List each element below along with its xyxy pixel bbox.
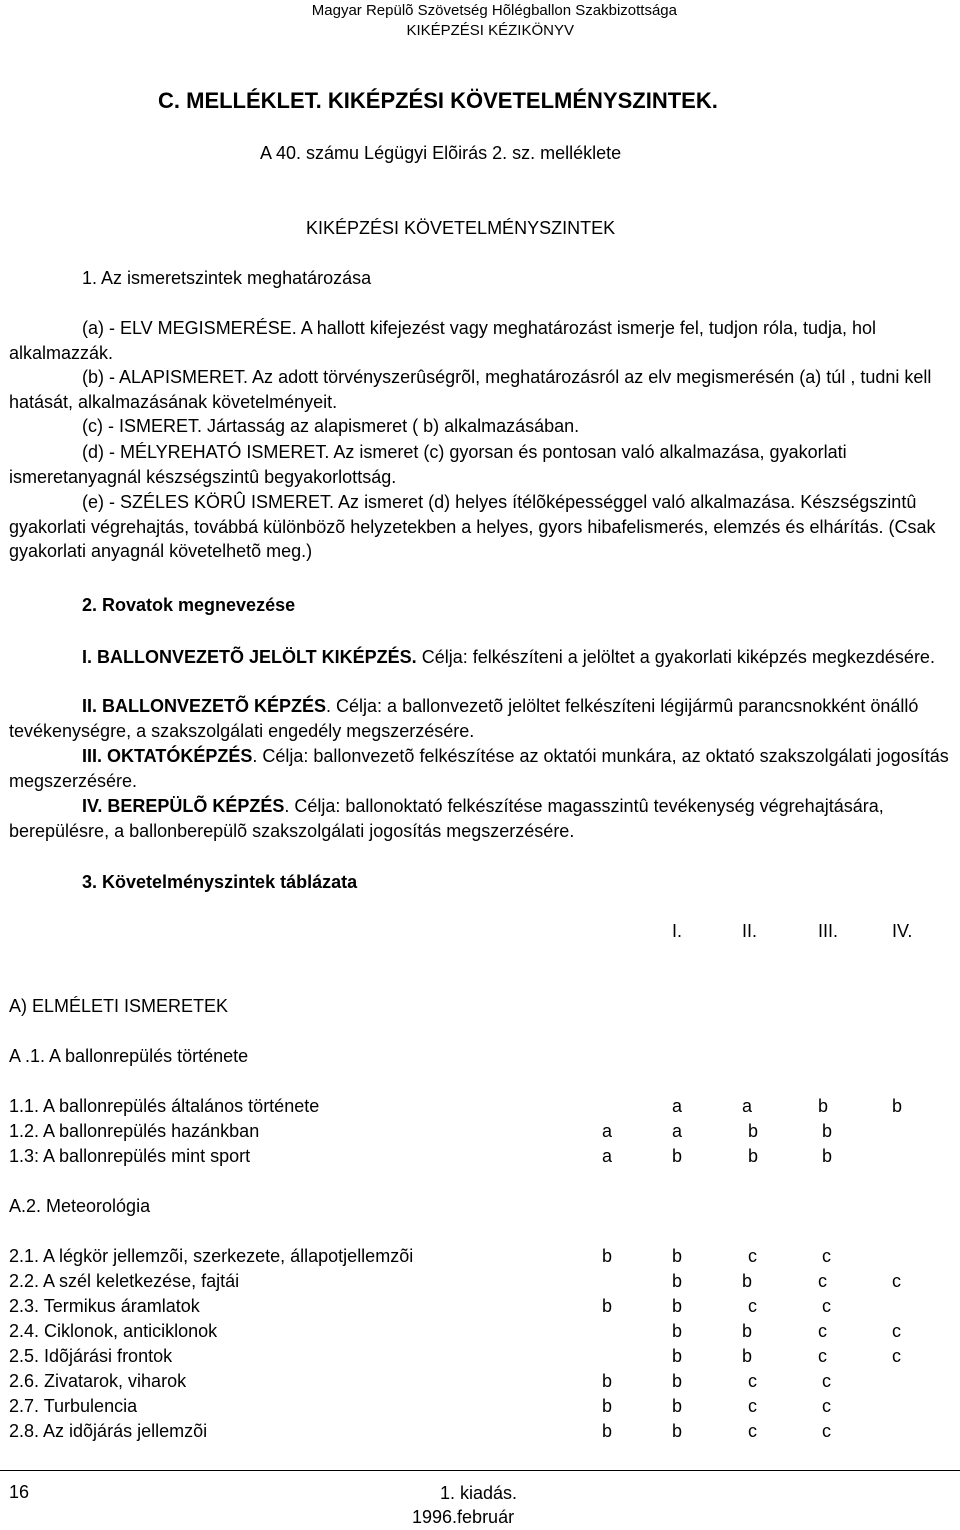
definition-a-text: . A hallott kifejezést vagy meghatározást ismerje fel, tudjon róla, tudja, hol alkalmazzák. [9, 318, 877, 363]
table-level-cell: c [818, 1321, 827, 1341]
table-level-cell: b [818, 1096, 829, 1116]
table-row-label: 2.3. Termikus áramlatok [9, 1296, 200, 1316]
table-level-cell: c [892, 1321, 901, 1341]
page-title: C. MELLÉKLET. KIKÉPZÉSI KÖVETELMÉNYSZINTEK. [158, 88, 718, 113]
table-level-cell: b [672, 1396, 683, 1416]
course-ii-label: II. BALLONVEZETÕ KÉPZÉS [82, 696, 327, 716]
table-level-cell: a [742, 1096, 753, 1116]
table-level-cell: a [672, 1121, 683, 1141]
table-level-cell: b [672, 1371, 683, 1391]
table-level-cell: b [672, 1346, 683, 1366]
course-iv [9, 794, 957, 843]
table-level-cell: c [822, 1246, 831, 1266]
table-level-cell: c [892, 1346, 901, 1366]
header-organization: Magyar Repülõ Szövetség Hõlégballon Szakbizottsága [311, 2, 677, 19]
definition-a [9, 316, 957, 365]
edition-date: 1996.február [412, 1507, 515, 1527]
definition-e [9, 490, 957, 564]
definition-b-text: . Az adott törvényszerûségrõl, meghatározásról az elv megismerésén (a) túl , tudni kell hatását, alkalmazásának követelményeit. [9, 367, 932, 412]
centered-heading: KIKÉPZÉSI KÖVETELMÉNYSZINTEK [306, 218, 616, 238]
table-level-cell: a [602, 1146, 613, 1166]
definition-d [9, 440, 957, 489]
table-level-cell: b [742, 1321, 753, 1341]
table-level-cell: b [748, 1121, 759, 1141]
course-iii-label: III. OKTATÓKÉPZÉS [82, 746, 253, 766]
table-level-cell: c [748, 1246, 757, 1266]
table-level-cell: c [822, 1371, 831, 1391]
header-handbook-title: KIKÉPZÉSI KÉZIKÖNYV [406, 22, 574, 39]
column-header-iii: III. [818, 921, 839, 941]
course-ii [9, 694, 957, 743]
course-iii-text: . Célja: ballonvezetõ felkészítése az oktatói munkára, az oktató szakszolgálati jogosítás megszerzésére. [9, 746, 949, 791]
table-level-cell: b [602, 1421, 613, 1441]
table-level-cell: c [822, 1396, 831, 1416]
table-level-cell: b [822, 1121, 833, 1141]
table-level-cell: c [748, 1396, 757, 1416]
edition: 1. kiadás. [440, 1483, 518, 1503]
definition-c [9, 414, 957, 439]
table-row-label: 2.6. Zivatarok, viharok [9, 1371, 187, 1391]
section1-heading: 1. Az ismeretszintek meghatározása [82, 268, 372, 288]
table-group-title: A.2. Meteorológia [9, 1196, 151, 1216]
table-level-cell: c [748, 1296, 757, 1316]
definition-e-label: (e) - SZÉLES KÖRÛ ISMERET [82, 492, 330, 512]
table-level-cell: c [818, 1346, 827, 1366]
table-level-cell: b [742, 1271, 753, 1291]
table-level-cell: a [602, 1121, 613, 1141]
section3-heading: 3. Követelményszintek táblázata [82, 872, 358, 892]
course-i-text: Célja: felkészíteni a jelöltet a gyakorlati kiképzés megkezdésére. [416, 647, 935, 667]
table-level-cell: c [822, 1421, 831, 1441]
page-number: 16 [9, 1482, 30, 1502]
definition-e-text: . Az ismeret (d) helyes ítélõképességgel való alkalmazása. Készségszintû gyakorlati végrehajtás, továbbá különbözõ helyzetekben a helyes, gyors hibafelismerés, elemzés és elhárítás. (Csak gyakorlati anyagnál követelhetõ meg.) [9, 492, 936, 561]
table-level-cell: c [748, 1421, 757, 1441]
definition-a-label: (a) - ELV MEGISMERÉSE [82, 318, 292, 338]
course-iv-label: IV. BEREPÜLÕ KÉPZÉS [82, 796, 285, 816]
table-row-label: 1.1. A ballonrepülés általános története [9, 1096, 320, 1116]
table-row-label: 2.2. A szél keletkezése, fajtái [9, 1271, 240, 1291]
table-row-label: 1.3: A ballonrepülés mint sport [9, 1146, 251, 1166]
table-row-label: 2.5. Idõjárási frontok [9, 1346, 173, 1366]
table-row-label: 1.2. A ballonrepülés hazánkban [9, 1121, 260, 1141]
table-level-cell: b [672, 1246, 683, 1266]
table-level-cell: b [672, 1271, 683, 1291]
table-row-label: 2.4. Ciklonok, anticiklonok [9, 1321, 218, 1341]
course-i [9, 645, 957, 670]
course-iii [9, 744, 957, 793]
course-ii-text: . Célja: a ballonvezetõ jelöltet felkészíteni légijármû parancsnokként önálló tevékenységre, a szakszolgálati engedély megszerzésére. [9, 696, 919, 741]
table-level-cell: b [602, 1246, 613, 1266]
table-level-cell: b [672, 1146, 683, 1166]
table-level-cell: b [602, 1396, 613, 1416]
definition-d-text: . Az ismeret (c) gyorsan és pontosan való alkalmazása, gyakorlati ismeretanyagnál készségszintû begyakorlottság. [9, 442, 847, 487]
table-level-cell: b [892, 1096, 903, 1116]
definition-b-label: (b) - ALAPISMERET [82, 367, 244, 387]
table-row-label: 2.7. Turbulencia [9, 1396, 138, 1416]
definition-d-label: (d) - MÉLYREHATÓ ISMERET [82, 442, 325, 462]
footer-divider [0, 1470, 960, 1471]
table-level-cell: c [818, 1271, 827, 1291]
table-level-cell: a [672, 1096, 683, 1116]
definition-b [9, 365, 957, 414]
definition-c-text: . Jártasság az alapismeret ( b) alkalmazásában. [197, 416, 580, 436]
section2-heading: 2. Rovatok megnevezése [82, 595, 296, 615]
table-level-cell: b [672, 1321, 683, 1341]
table-level-cell: b [602, 1296, 613, 1316]
table-level-cell: b [822, 1146, 833, 1166]
table-row-label: 2.8. Az idõjárás jellemzõi [9, 1421, 208, 1441]
table-level-cell: b [742, 1346, 753, 1366]
column-header-iv: IV. [892, 921, 913, 941]
table-level-cell: c [892, 1271, 901, 1291]
table-main-heading: A) ELMÉLETI ISMERETEK [9, 996, 229, 1016]
table-group-title: A .1. A ballonrepülés története [9, 1046, 249, 1066]
course-iv-text: . Célja: ballonoktató felkészítése magasszintû tevékenység végrehajtására, berepülésre, a ballonberepülõ szakszolgálati jogosítás megszerzésére. [9, 796, 884, 841]
column-header-ii: II. [742, 921, 758, 941]
definition-c-label: (c) - ISMERET [82, 416, 197, 436]
course-i-label: I. BALLONVEZETÕ JELÖLT KIKÉPZÉS. [82, 647, 417, 667]
table-level-cell: b [672, 1296, 683, 1316]
page-subtitle: A 40. számu Légügyi Elõirás 2. sz. melléklete [260, 143, 622, 163]
column-header-i: I. [672, 921, 683, 941]
table-row-label: 2.1. A légkör jellemzõi, szerkezete, állapotjellemzõi [9, 1246, 414, 1266]
table-level-cell: c [822, 1296, 831, 1316]
table-level-cell: b [748, 1146, 759, 1166]
table-level-cell: b [672, 1421, 683, 1441]
table-level-cell: c [748, 1371, 757, 1391]
table-level-cell: b [602, 1371, 613, 1391]
